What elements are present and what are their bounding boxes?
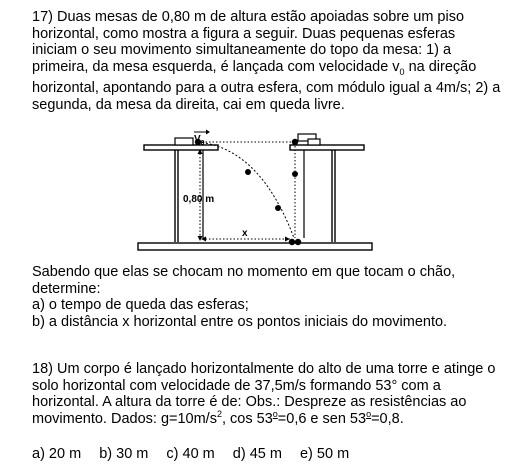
option-c: c) 40 m <box>166 446 215 462</box>
q17-text-part1: 17) Duas mesas de 0,80 m de altura estão apoiadas sobre um piso horizontal, como mostra a figura a seguir. Duas pequenas esferas iniciam o seu movimento simultaneamente do topo da mesa: 1) a primeira, da mesa esquerda, é lançada com velocidade v <box>32 9 465 75</box>
v0-label: $V_0$ <box>194 134 205 147</box>
projectile-trajectory <box>198 142 294 238</box>
q18-text-part2: , cos 53 <box>221 410 273 427</box>
q18-text-part1: 18) Um corpo é lançado horizontalmente do alto de uma torre e atinge o solo horizontal com velocidade de 37,5m/s formando 53° com a horizontal. A altura da torre é de: Obs.: Despreze as resistências ao movimento. Dados: g=10m/s <box>32 361 496 427</box>
right-sphere-start <box>292 139 298 145</box>
q18-text-part4: =0,8. <box>371 410 404 427</box>
left-sphere-mid-1 <box>245 169 251 175</box>
option-a: a) 20 m <box>32 446 82 462</box>
left-table-top <box>144 145 218 150</box>
question-18-text <box>32 361 504 427</box>
q18-text-part3: =0,6 e sen 53 <box>277 410 367 427</box>
right-block-lower <box>308 139 320 145</box>
q17-statement: Sabendo que elas se chocam no momento em que tocam o chão, determine: <box>32 264 456 297</box>
q17-item-a: a) o tempo de queda das esferas; <box>32 297 249 314</box>
option-b: b) 30 m <box>99 446 149 462</box>
height-label: 0,80 m <box>183 194 215 205</box>
left-launcher-block <box>175 138 193 145</box>
squared-superscript: 2 <box>216 408 222 419</box>
collision-sphere-left <box>289 239 295 245</box>
q18-answer-options <box>32 446 363 463</box>
q17-text-part2: na direção horizontal, apontando para a outra esfera, com módulo igual a 4m/s; 2) a segunda, da mesa da direita, cai em queda livre. <box>32 58 501 113</box>
tables-diagram-svg <box>130 116 380 262</box>
option-e: e) 50 m <box>299 446 350 462</box>
tables-diagram <box>130 116 380 262</box>
right-table-top <box>290 145 364 150</box>
v0-subscript: 0 <box>399 66 405 77</box>
question-17-text <box>32 9 504 113</box>
q17-item-b: b) a distância x horizontal entre os pontos iniciais do movimento. <box>32 313 448 330</box>
left-sphere-mid-2 <box>275 205 281 211</box>
degree-ordinal-2: o <box>366 408 372 419</box>
height-arrow-bottom <box>198 236 203 241</box>
degree-ordinal-1: o <box>272 408 278 419</box>
v0-arrowhead <box>206 130 210 135</box>
question-17-prompts <box>32 264 504 330</box>
option-d: d) 45 m <box>232 446 282 462</box>
right-sphere-mid <box>292 171 298 177</box>
floor <box>138 243 372 250</box>
collision-sphere-right <box>295 239 301 245</box>
distance-label: x <box>242 228 248 239</box>
